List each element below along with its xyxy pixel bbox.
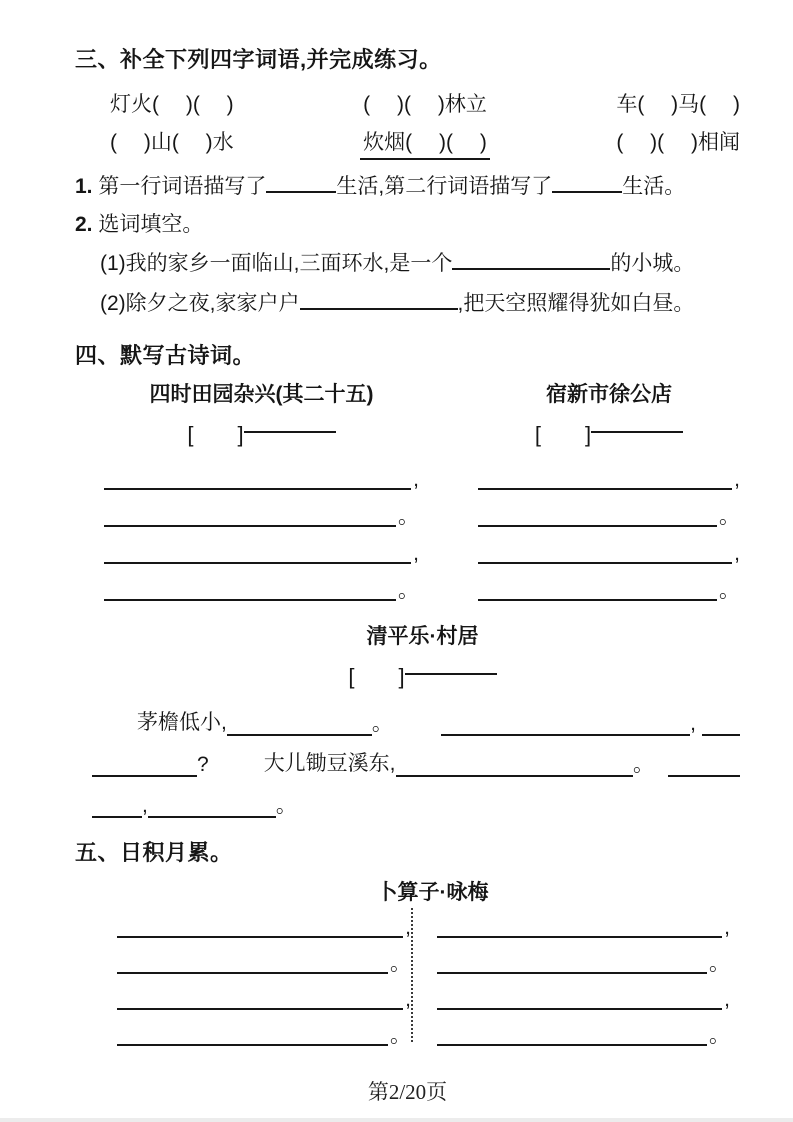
question-1 <box>75 170 740 200</box>
writing-line <box>227 734 372 736</box>
poem-line <box>117 1010 411 1046</box>
writing-line <box>437 936 722 938</box>
line-punctuation: 。 <box>719 579 740 602</box>
poem-lines-block <box>75 453 740 601</box>
poem-line <box>437 902 730 938</box>
line-punctuation: , <box>405 916 411 939</box>
poem-line <box>117 974 411 1010</box>
line-punctuation: , <box>724 916 730 939</box>
writing-line <box>92 775 197 777</box>
poem-title-row-qingpingle <box>75 620 740 650</box>
writing-line <box>478 599 717 601</box>
line-punctuation: , <box>413 468 419 491</box>
writing-line <box>104 599 396 601</box>
word-row-2 <box>75 126 740 160</box>
page-bottom-edge <box>0 1118 793 1122</box>
writing-line <box>668 775 740 777</box>
line-punctuation: 。 <box>633 753 654 776</box>
line-punctuation: , <box>734 468 740 491</box>
line-punctuation: , <box>724 988 730 1011</box>
question-text: 的小城。 <box>610 252 695 275</box>
poem-line <box>437 938 730 974</box>
poem-author-row-qingpingle <box>75 660 740 691</box>
writing-line <box>478 525 717 527</box>
busuanzi-left-column <box>75 902 411 1046</box>
writing-line <box>104 488 411 490</box>
word-group: 车( )马( ) <box>616 93 740 116</box>
poem-author-row <box>75 418 740 449</box>
section-four-heading: 四、默写古诗词。 <box>75 343 256 368</box>
writing-line <box>104 562 411 564</box>
line-punctuation: 。 <box>390 1024 411 1047</box>
writing-line <box>104 525 396 527</box>
question-text: 生活,第二行词语描写了 <box>336 175 553 198</box>
poem-line <box>478 490 740 527</box>
word-group: ( )( )相闻 <box>616 131 740 154</box>
poem-line <box>104 490 419 527</box>
poem-line <box>117 938 411 974</box>
word-group: ( )山( )水 <box>110 131 234 154</box>
author-bracket: [ ] <box>348 664 405 689</box>
line-punctuation: 。 <box>709 1024 730 1047</box>
page-number-indicator: 第2/20页 <box>367 1080 448 1104</box>
question-2 <box>75 208 740 238</box>
writing-line <box>117 1044 388 1046</box>
author-blank <box>591 418 683 433</box>
word-group: ( )( )林立 <box>363 93 487 116</box>
line-punctuation: 。 <box>398 579 419 602</box>
sub-question-1 <box>75 247 740 277</box>
line-punctuation: , <box>405 988 411 1011</box>
fill-blank <box>452 250 610 270</box>
poem-text: 大儿锄豆溪东, <box>263 752 396 775</box>
author-bracket: [ ] <box>534 422 592 447</box>
writing-line <box>117 936 403 938</box>
poem-line <box>104 564 419 601</box>
question-text: 生活。 <box>622 175 686 198</box>
poem-titles-row <box>75 378 740 408</box>
line-punctuation: 。 <box>709 952 730 975</box>
line-punctuation: , <box>690 712 696 735</box>
question-text: (1)我的家乡一面临山,三面环水,是一个 <box>100 252 453 275</box>
fill-blank <box>300 290 458 310</box>
word-group-underlined: 炊烟( )( ) <box>360 126 490 160</box>
section-five-heading: 五、日积月累。 <box>75 840 233 865</box>
writing-line <box>437 1044 707 1046</box>
busuanzi-right-column <box>413 902 740 1046</box>
writing-line <box>396 775 633 777</box>
poem-title-qingpingle: 清平乐·村居 <box>366 625 479 648</box>
line-punctuation: , <box>413 542 419 565</box>
line-punctuation: , <box>734 542 740 565</box>
poem-line <box>104 453 419 490</box>
sub-question-2 <box>75 287 740 317</box>
word-group: 灯火( )( ) <box>110 93 234 116</box>
writing-line <box>117 972 388 974</box>
author-bracket: [ ] <box>187 422 244 447</box>
writing-line <box>478 488 732 490</box>
question-number: 2. <box>75 213 93 236</box>
line-punctuation: 。 <box>719 505 740 528</box>
question-text: 选词填空。 <box>98 213 204 236</box>
writing-line <box>437 1008 722 1010</box>
line-punctuation: 。 <box>275 794 297 817</box>
author-blank <box>244 418 336 433</box>
fill-blank <box>552 173 622 193</box>
question-text: ,把天空照耀得犹如白昼。 <box>457 292 695 315</box>
poem-line <box>437 1010 730 1046</box>
writing-line <box>478 562 732 564</box>
poem-line <box>478 527 740 564</box>
line-punctuation: , <box>142 794 148 817</box>
word-row-1 <box>75 88 740 118</box>
writing-line <box>437 972 707 974</box>
poem-title-sishitianyuan: 四时田园杂兴(其二十五) <box>149 383 374 406</box>
poem-line <box>104 527 419 564</box>
line-punctuation: ? <box>197 753 209 776</box>
question-text: 第一行词语描写了 <box>98 175 267 198</box>
writing-line <box>148 816 276 818</box>
busuanzi-lines-block <box>75 902 740 1046</box>
line-punctuation: 。 <box>390 952 411 975</box>
author-blank <box>405 660 497 675</box>
poem-title-busuanzi: 卜算子·咏梅 <box>376 881 489 904</box>
poem-lines-left <box>104 453 419 601</box>
qingpingle-line-1 <box>75 702 740 736</box>
qingpingle-line-3 <box>75 784 740 818</box>
poem-title-suxinshi: 宿新市徐公店 <box>546 383 672 406</box>
writing-line <box>441 734 690 736</box>
poem-line <box>117 902 411 938</box>
writing-line <box>702 734 740 736</box>
poem-text: 茅檐低小, <box>137 711 227 734</box>
poem-lines-right <box>478 453 740 601</box>
writing-line <box>117 1008 403 1010</box>
line-punctuation: 。 <box>398 505 419 528</box>
poem-line <box>437 974 730 1010</box>
writing-line <box>92 816 142 818</box>
poem-line <box>478 453 740 490</box>
fill-blank <box>266 173 336 193</box>
question-number: 1. <box>75 175 93 198</box>
section-three-heading: 三、补全下列四字词语,并完成练习。 <box>75 47 442 72</box>
line-punctuation: 。 <box>371 712 393 735</box>
question-text: (2)除夕之夜,家家户户 <box>100 292 300 315</box>
poem-line <box>478 564 740 601</box>
qingpingle-line-2 <box>75 743 740 777</box>
